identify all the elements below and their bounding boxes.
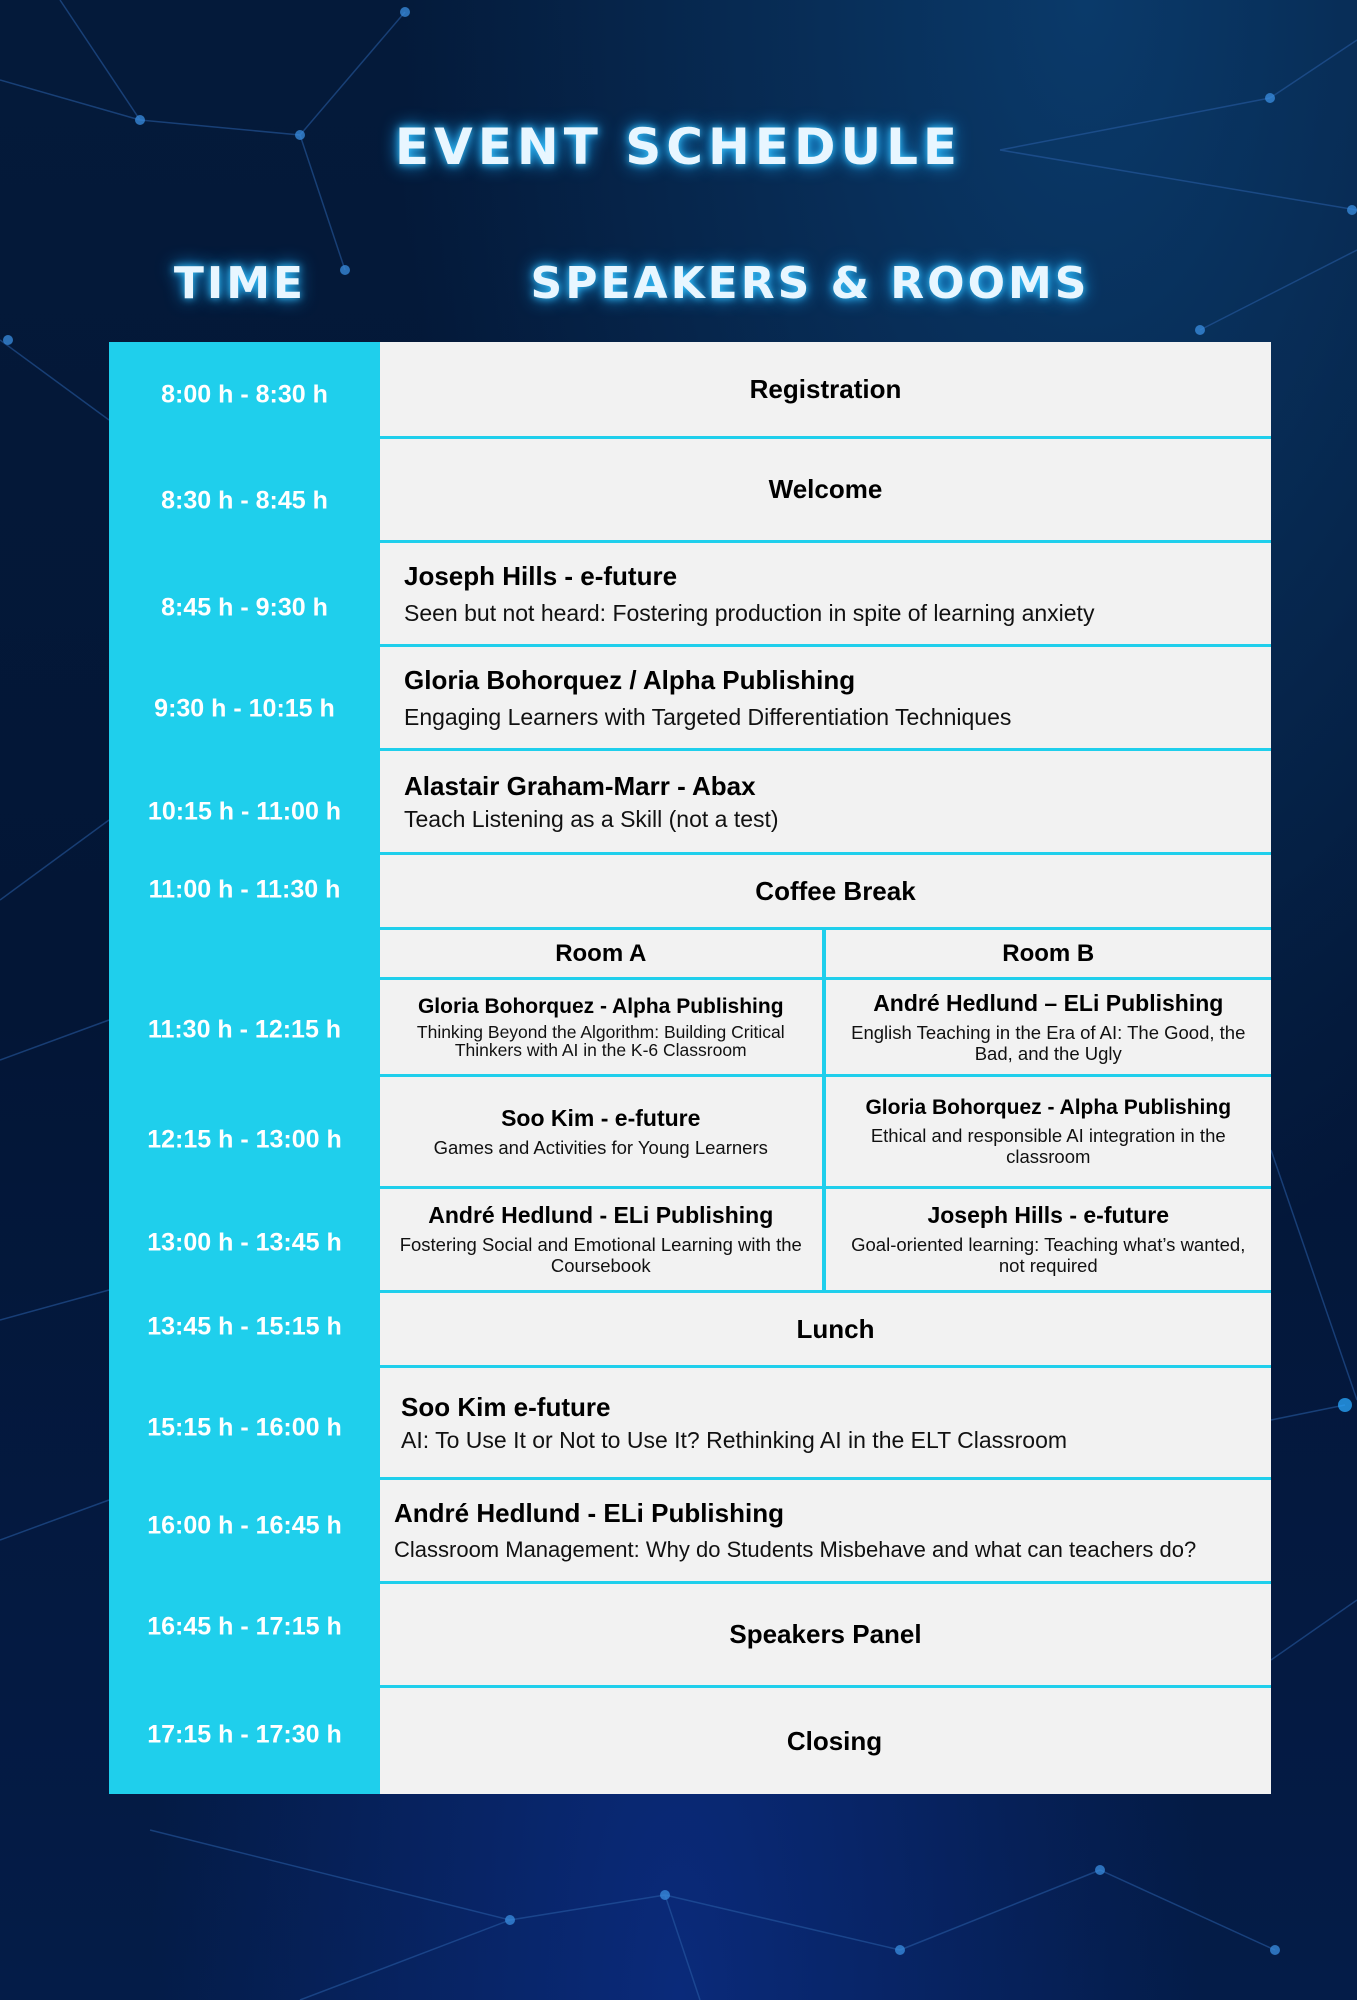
room-a-header	[380, 930, 826, 977]
session-title: Speakers Panel	[729, 1619, 922, 1649]
speaker-name: Gloria Bohorquez - Alpha Publishing	[417, 994, 784, 1018]
time-slot: 17:15 h - 17:30 h	[147, 1720, 342, 1749]
room-b-session	[826, 1077, 1272, 1186]
speaker-name: Alastair Graham-Marr - Abax	[404, 770, 756, 801]
speaker-name: André Hedlund - ELi Publishing	[428, 1202, 774, 1229]
speaker-name: Joseph Hills - e-future	[404, 560, 678, 591]
session-row-lunch	[380, 1293, 1271, 1368]
time-column-header: TIME	[173, 258, 307, 309]
speaker-name: Soo Kim e-future	[401, 1391, 611, 1422]
schedule-table	[109, 342, 1271, 1794]
time-slot: 9:30 h - 10:15 h	[154, 694, 335, 723]
talk-title: Games and Activities for Young Learners	[433, 1136, 768, 1158]
room-b-session	[826, 980, 1272, 1074]
session-row-talk	[380, 1368, 1271, 1480]
room-b-session	[826, 1189, 1272, 1290]
speaker-name: André Hedlund – ELi Publishing	[873, 989, 1224, 1016]
time-slot: 16:00 h - 16:45 h	[147, 1511, 342, 1540]
time-slot: 13:00 h - 13:45 h	[147, 1228, 342, 1257]
time-slot: 8:00 h - 8:30 h	[161, 380, 328, 409]
room-a-session	[380, 980, 826, 1074]
speaker-name: Gloria Bohorquez - Alpha Publishing	[865, 1095, 1232, 1119]
speakers-column-header: SPEAKERS & ROOMS	[530, 258, 1090, 309]
time-slot: 11:00 h - 11:30 h	[148, 875, 341, 904]
page-title: EVENT SCHEDULE	[394, 118, 963, 176]
session-title: Closing	[786, 1725, 883, 1756]
session-row-parallel	[380, 1189, 1271, 1293]
session-title: Welcome	[768, 474, 883, 504]
time-slot: 10:15 h - 11:00 h	[147, 797, 342, 826]
talk-title: Ethical and responsible AI integration in the classroom	[870, 1124, 1226, 1167]
room-label: Room A	[555, 939, 647, 967]
time-slot: 8:45 h - 9:30 h	[161, 593, 328, 622]
time-slot: 15:15 h - 16:00 h	[147, 1413, 342, 1442]
session-row-talk	[380, 1480, 1271, 1584]
speaker-name: André Hedlund - ELi Publishing	[394, 1498, 784, 1528]
session-row-talk	[380, 751, 1271, 855]
session-row-closing	[380, 1688, 1271, 1794]
talk-title: Goal-oriented learning: Teaching what’s wanted, not required	[851, 1234, 1246, 1276]
talk-title: Thinking Beyond the Algorithm: Building Critical Thinkers with AI in the K-6 Classroom	[416, 1021, 785, 1060]
talk-title: Teach Listening as a Skill (not a test)	[404, 805, 779, 832]
talk-title: English Teaching in the Era of AI: The Good, the Bad, and the Ugly	[851, 1021, 1246, 1064]
session-title: Lunch	[796, 1313, 875, 1344]
session-row-parallel	[380, 980, 1271, 1077]
room-label: Room B	[1002, 939, 1095, 967]
room-a-session	[380, 1189, 826, 1290]
talk-title: Engaging Learners with Targeted Differentiation Techniques	[404, 703, 1012, 730]
session-row-speakers-panel	[380, 1584, 1271, 1688]
talk-title: Fostering Social and Emotional Learning with the Coursebook	[399, 1234, 802, 1276]
session-row-talk	[380, 647, 1271, 751]
speaker-name: Gloria Bohorquez / Alpha Publishing	[404, 664, 856, 695]
time-slot: 12:15 h - 13:00 h	[147, 1125, 342, 1154]
time-slot: 8:30 h - 8:45 h	[161, 486, 328, 515]
time-column	[109, 342, 380, 1794]
room-header-row	[380, 930, 1271, 980]
talk-title: AI: To Use It or Not to Use It? Rethinking AI in the ELT Classroom	[401, 1426, 1068, 1453]
talk-title: Seen but not heard: Fostering production in spite of learning anxiety	[404, 599, 1095, 626]
time-slot: 13:45 h - 15:15 h	[147, 1312, 342, 1341]
talk-title: Classroom Management: Why do Students Misbehave and what can teachers do?	[394, 1537, 1197, 1562]
session-row-coffee-break	[380, 855, 1271, 930]
room-a-session	[380, 1077, 826, 1186]
speaker-name: Joseph Hills - e-future	[927, 1202, 1170, 1229]
session-row-talk	[380, 543, 1271, 647]
room-b-header	[826, 930, 1272, 977]
session-row-welcome	[380, 439, 1271, 543]
session-row-parallel	[380, 1077, 1271, 1189]
session-row-registration	[380, 342, 1271, 439]
session-title: Coffee Break	[755, 875, 916, 906]
time-slot: 16:45 h - 17:15 h	[147, 1612, 342, 1641]
session-title: Registration	[749, 373, 902, 404]
speaker-name: Soo Kim - e-future	[501, 1104, 701, 1131]
time-slot: 11:30 h - 12:15 h	[147, 1015, 342, 1044]
